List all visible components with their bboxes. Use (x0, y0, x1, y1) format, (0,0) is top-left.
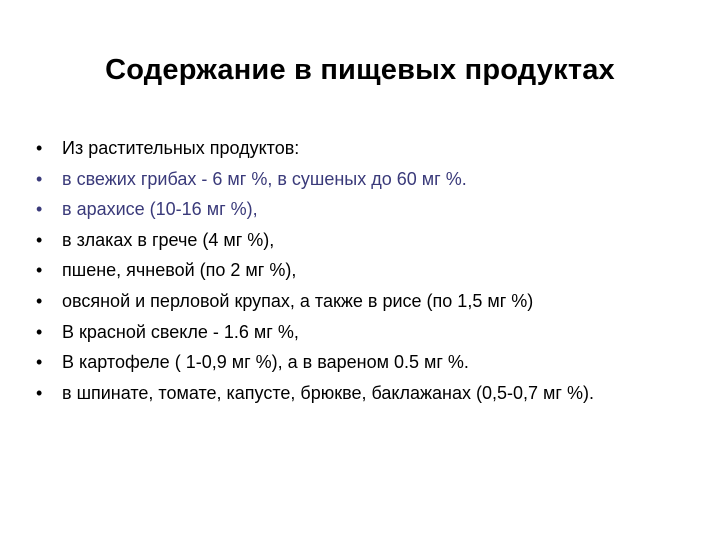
bullet-item (36, 321, 696, 343)
bullet-item (36, 168, 696, 190)
bullet-icon: • (36, 290, 43, 311)
bullet-item (36, 351, 696, 373)
bullet-text: в свежих грибах - 6 мг %, в сушеных до 60 мг %. (62, 168, 467, 189)
bullet-text: Из растительных продуктов: (62, 138, 300, 158)
bullet-item (36, 290, 696, 312)
bullet-icon: • (36, 260, 43, 281)
bullet-icon: • (36, 138, 43, 158)
slide-title: Содержание в пищевых продуктах (105, 54, 615, 86)
bullet-text: пшене, ячневой (по 2 мг %), (62, 260, 297, 281)
bullet-text: В картофеле ( 1-0,9 мг %), а в вареном 0.5 мг %. (62, 352, 469, 373)
bullet-item (36, 229, 696, 251)
bullet-text: в шпинате, томате, капусте, брюкве, баклажанах (0,5-0,7 мг %). (62, 382, 594, 403)
bullet-icon: • (36, 168, 43, 189)
bullet-icon: • (36, 229, 43, 250)
bullet-list (36, 137, 696, 412)
bullet-item (36, 259, 696, 281)
bullet-text: в злаках в грече (4 мг %), (62, 229, 275, 250)
bullet-text: овсяной и перловой крупах, а также в рисе (по 1,5 мг %) (62, 290, 534, 311)
bullet-text: В красной свекле - 1.6 мг %, (62, 321, 299, 342)
bullet-icon: • (36, 199, 43, 220)
bullet-text: в арахисе (10-16 мг %), (62, 199, 258, 220)
bullet-item (36, 382, 696, 404)
bullet-icon: • (36, 352, 43, 373)
bullet-item (36, 137, 696, 159)
bullet-icon: • (36, 321, 43, 342)
bullet-icon: • (36, 382, 43, 403)
bullet-item (36, 198, 696, 220)
